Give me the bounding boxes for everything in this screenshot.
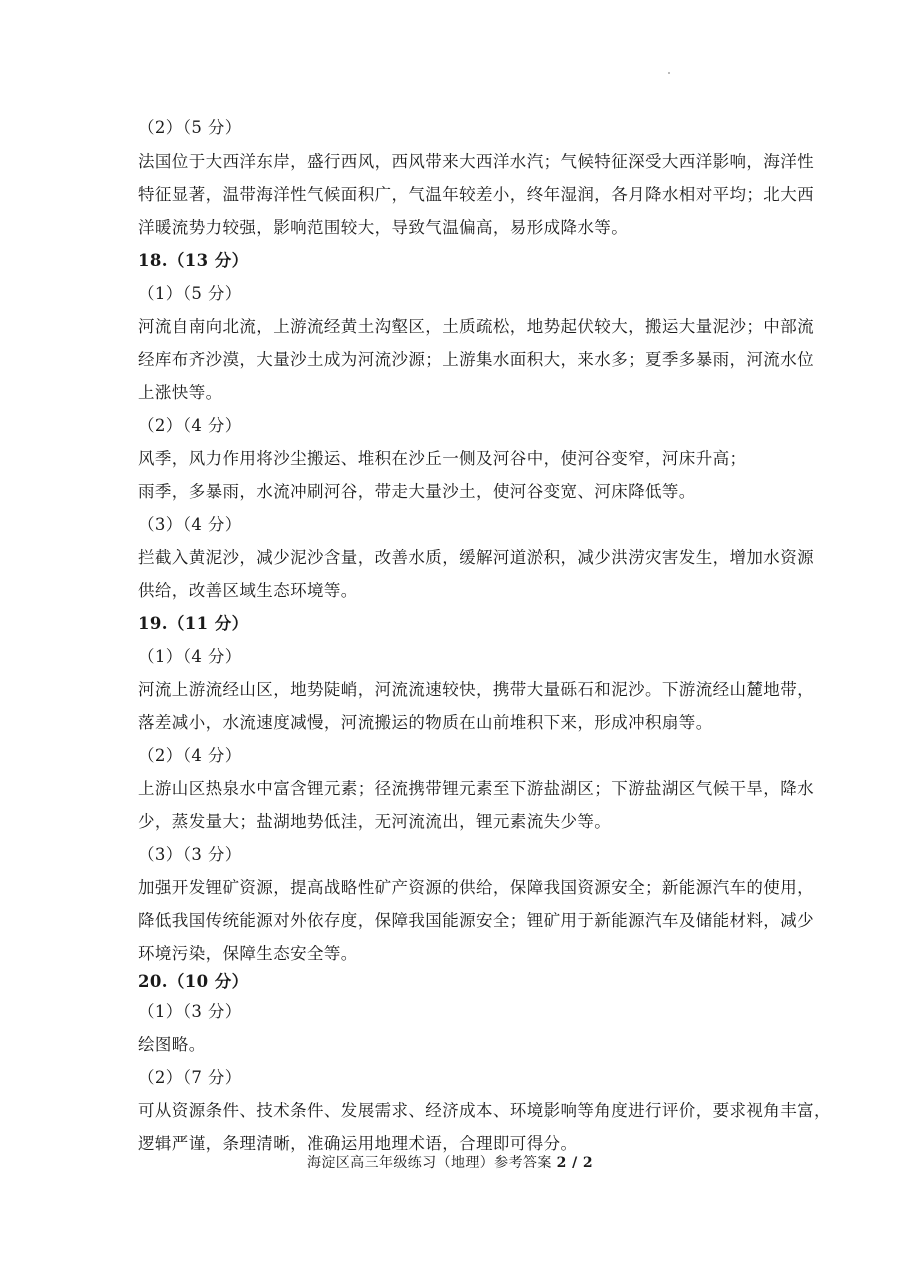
subquestion-heading: （1）（3 分） xyxy=(138,1002,242,1021)
answer-text-line: 供给，改善区域生态环境等。 xyxy=(138,581,358,600)
subquestion-heading: （3）（4 分） xyxy=(138,515,242,534)
subquestion-heading: （1）（5 分） xyxy=(138,284,242,303)
answer-text-line: 经库布齐沙漠，大量沙土成为河流沙源；上游集水面积大，来水多；夏季多暴雨，河流水位 xyxy=(138,350,814,369)
answer-text-line: 风季，风力作用将沙尘搬运、堆积在沙丘一侧及河谷中，使河谷变窄，河床升高； xyxy=(138,449,747,468)
page-number: 2 / 2 xyxy=(556,1155,593,1171)
answer-text-line: 特征显著，温带海洋性气候面积广，气温年较差小，终年湿润，各月降水相对平均；北大西 xyxy=(138,185,814,204)
question-heading-18: 18.（13 分） xyxy=(138,251,249,270)
subquestion-heading: （2）（4 分） xyxy=(138,746,242,765)
answer-text-line: 绘图略。 xyxy=(138,1035,206,1054)
question-heading-20: 20.（10 分） xyxy=(138,972,249,991)
subquestion-heading: （3）（3 分） xyxy=(138,845,242,864)
answer-text-line: 河流自南向北流，上游流经黄土沟壑区，土质疏松，地势起伏较大，搬运大量泥沙；中部流 xyxy=(138,317,814,336)
answer-text-line: 落差减小，水流速度减慢，河流搬运的物质在山前堆积下来，形成冲积扇等。 xyxy=(138,713,713,732)
subquestion-heading: （1）（4 分） xyxy=(138,647,242,666)
page-footer xyxy=(0,1153,900,1173)
answer-text-line: 洋暖流势力较强，影响范围较大，导致气温偏高，易形成降水等。 xyxy=(138,218,629,237)
answer-text-line: 上涨快等。 xyxy=(138,383,223,402)
answer-text-line: 加强开发锂矿资源，提高战略性矿产资源的供给，保障我国资源安全；新能源汽车的使用， xyxy=(138,878,814,897)
answer-text-line: 雨季，多暴雨，水流冲刷河谷，带走大量沙土，使河谷变宽、河床降低等。 xyxy=(138,482,696,501)
answer-text-line: 降低我国传统能源对外依存度，保障我国能源安全；锂矿用于新能源汽车及储能材料，减少 xyxy=(138,911,814,930)
answer-text-line: 少，蒸发量大；盐湖地势低洼，无河流流出，锂元素流失少等。 xyxy=(138,812,612,831)
answer-text-line: 法国位于大西洋东岸，盛行西风，西风带来大西洋水汽；气候特征深受大西洋影响，海洋性 xyxy=(138,152,814,171)
answer-text-line: 拦截入黄泥沙，减少泥沙含量，改善水质，缓解河道淤积，减少洪涝灾害发生，增加水资源 xyxy=(138,548,814,567)
answer-text-line: 可从资源条件、技术条件、发展需求、经济成本、环境影响等角度进行评价，要求视角丰富， xyxy=(138,1101,831,1120)
subquestion-heading: （2）（5 分） xyxy=(138,118,242,137)
subquestion-heading: （2）（4 分） xyxy=(138,416,242,435)
subquestion-heading: （2）（7 分） xyxy=(138,1068,242,1087)
answer-text-line: 逻辑严谨，条理清晰，准确运用地理术语，合理即可得分。 xyxy=(138,1134,578,1153)
scan-speck xyxy=(668,72,670,74)
answer-text-line: 河流上游流经山区，地势陡峭，河流流速较快，携带大量砾石和泥沙。下游流经山麓地带， xyxy=(138,680,814,699)
question-heading-19: 19.（11 分） xyxy=(138,614,249,633)
answer-text-line: 上游山区热泉水中富含锂元素；径流携带锂元素至下游盐湖区；下游盐湖区气候干旱，降水 xyxy=(138,779,814,798)
footer-label: 海淀区高三年级练习（地理）参考答案 xyxy=(306,1155,552,1171)
answer-text-line: 环境污染，保障生态安全等。 xyxy=(138,944,358,963)
